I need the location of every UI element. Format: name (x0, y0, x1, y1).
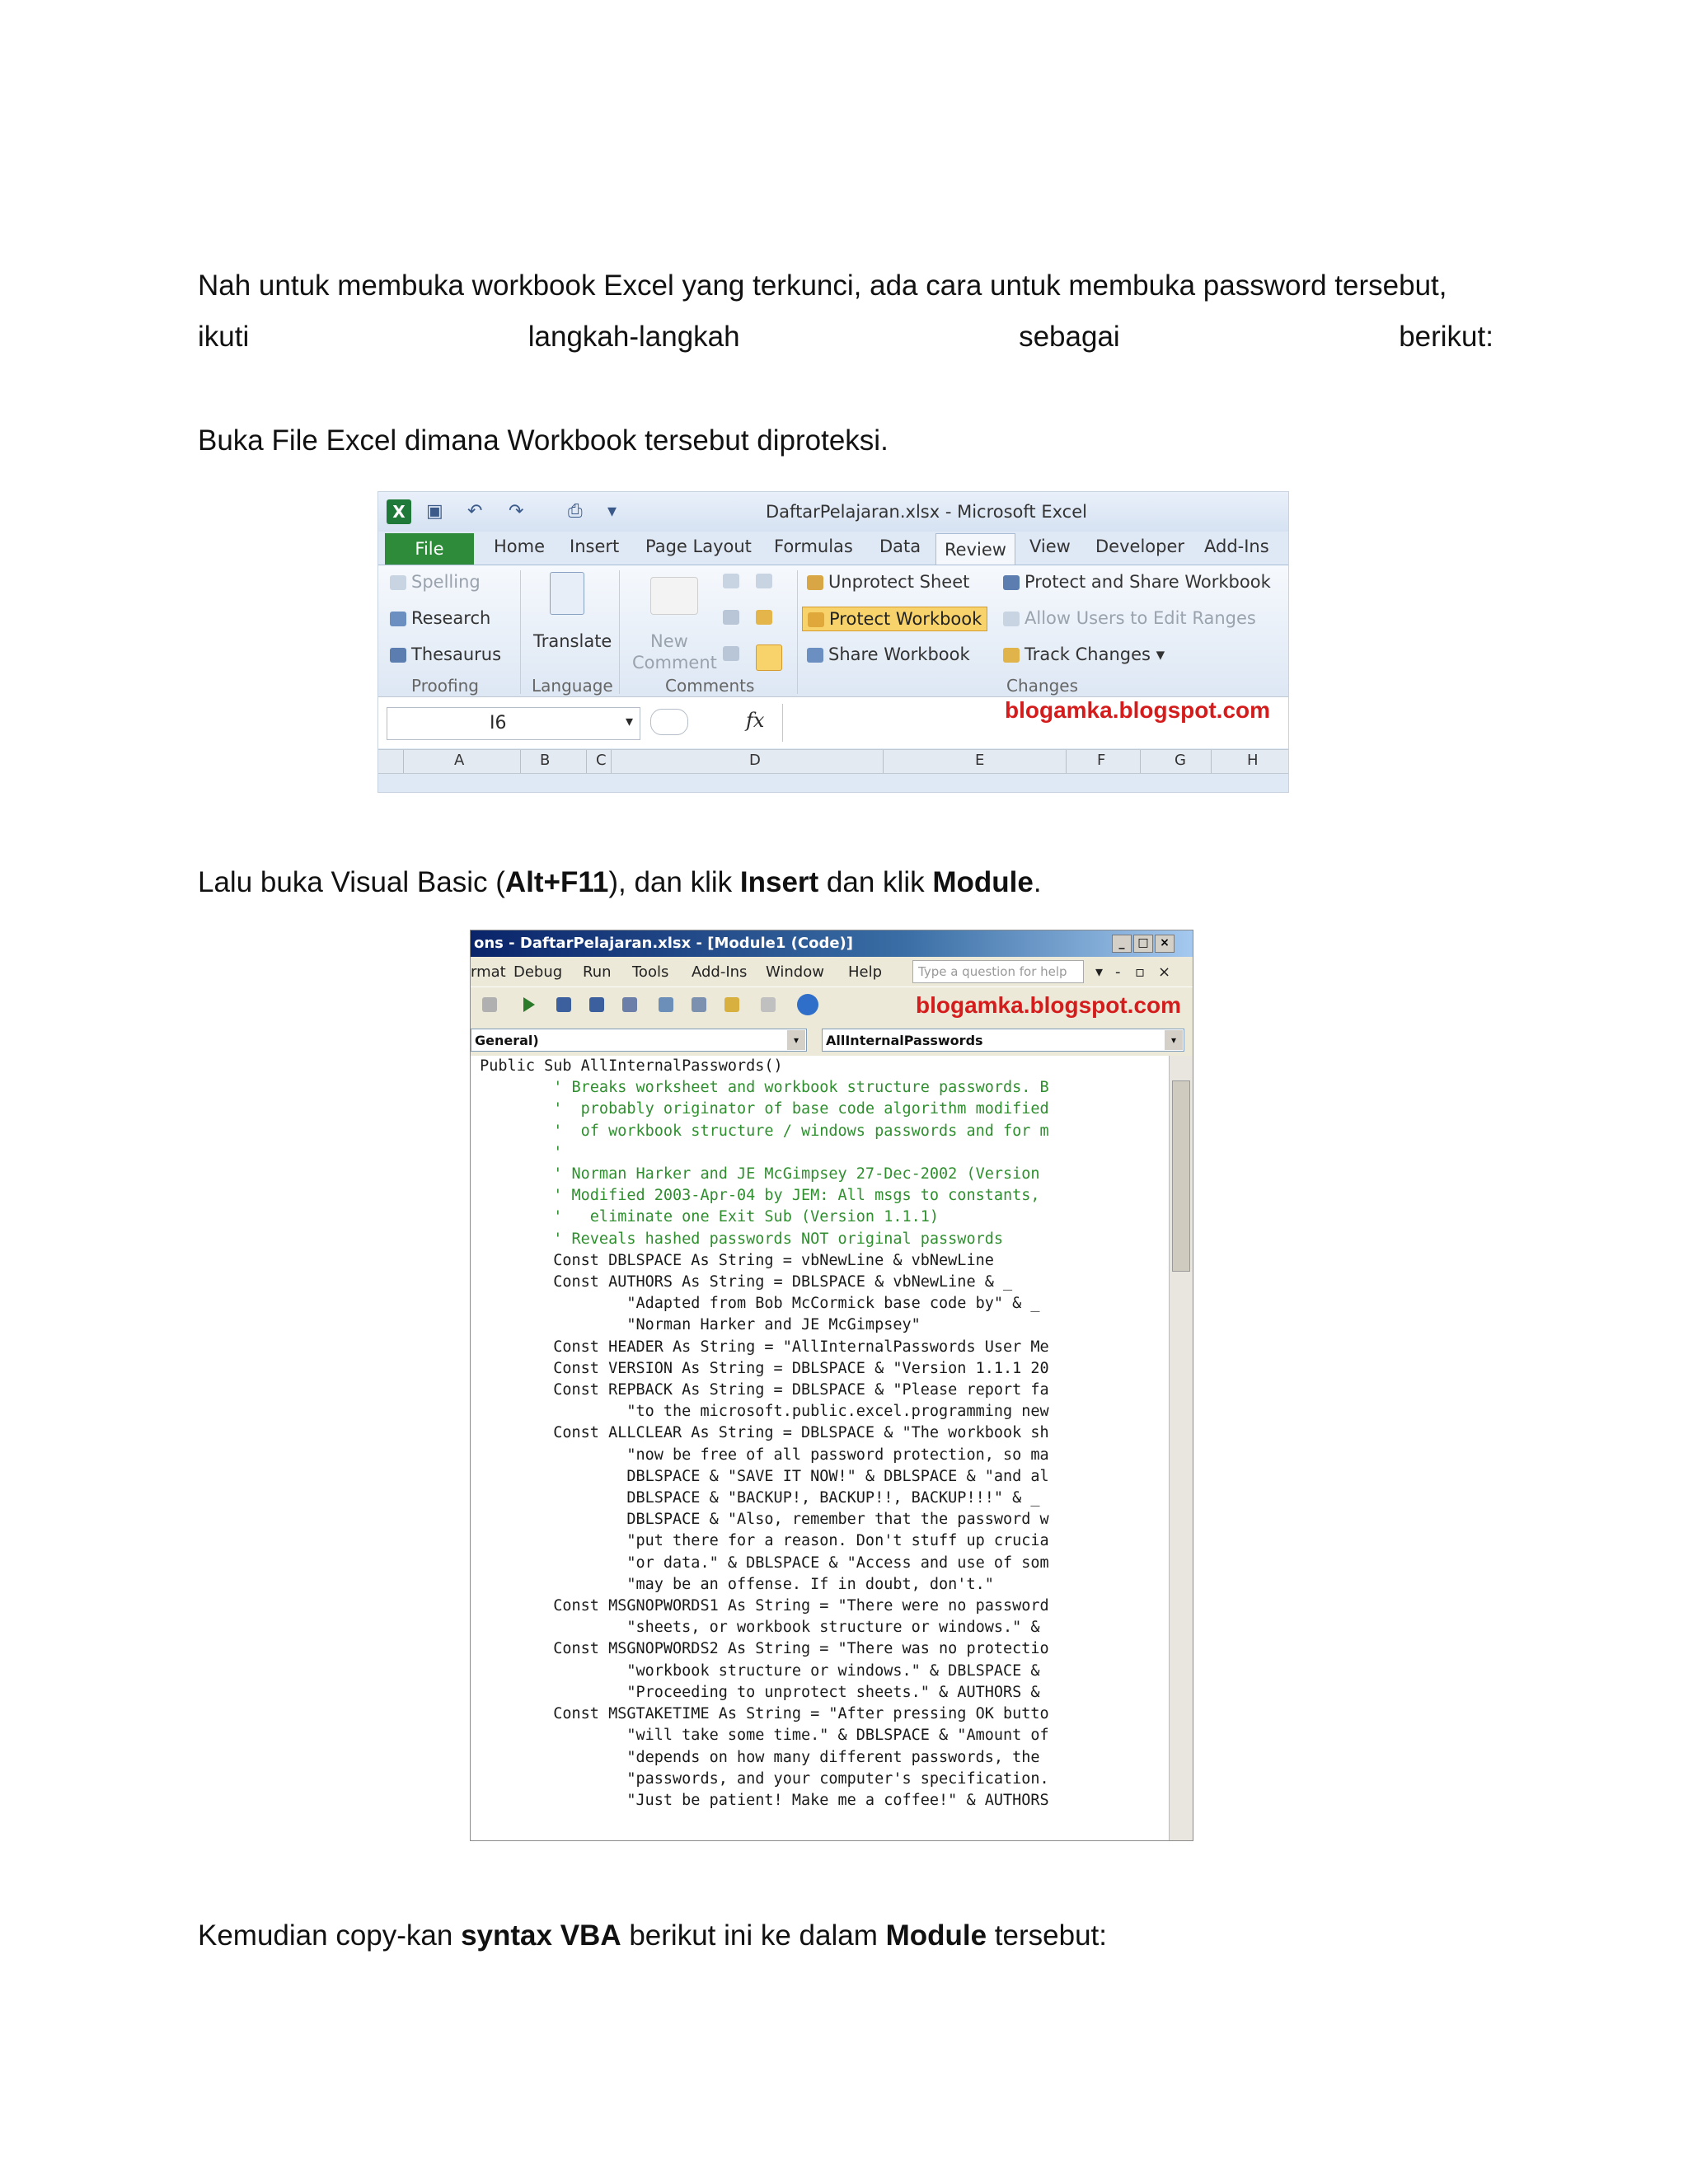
code-line: "workbook structure or windows." & DBLSPACE & (471, 1661, 1040, 1680)
help-icon[interactable] (797, 994, 818, 1015)
code-line: "or data." & DBLSPACE & "Access and use of som (471, 1554, 1049, 1572)
code-line: "Proceeding to unprotect sheets." & AUTHORS & (471, 1683, 1040, 1701)
code-line: "passwords, and your computer's specification. (471, 1769, 1049, 1788)
research-icon (390, 612, 406, 626)
module-text: Module (932, 866, 1034, 898)
tab-developer[interactable]: Developer (1095, 537, 1185, 556)
chevron-down-icon: ▾ (1165, 1030, 1183, 1050)
allow-users-icon (1003, 612, 1020, 626)
code-line: DBLSPACE & "BACKUP!, BACKUP!!, BACKUP!!!" & _ (471, 1489, 1040, 1507)
intro-paragraph (198, 260, 1493, 363)
customize-qat-icon[interactable]: ▾ (607, 501, 617, 522)
undo-icon[interactable]: ↶ (467, 501, 483, 522)
design-mode-icon[interactable] (622, 997, 637, 1012)
code-line: Const AUTHORS As String = DBLSPACE & vbNewLine & _ (471, 1273, 1013, 1291)
column-header[interactable]: E (975, 752, 985, 769)
code-line: Const MSGNOPWORDS2 As String = "There was no protectio (471, 1640, 1049, 1658)
code-line: Const REPBACK As String = DBLSPACE & "Please report fa (471, 1381, 1049, 1399)
group-changes: Changes (1006, 676, 1078, 696)
scrollbar-thumb[interactable] (1172, 1080, 1190, 1272)
syntax-vba-text: syntax VBA (461, 1919, 621, 1952)
procedure-dropdown[interactable]: AllInternalPasswords ▾ (822, 1029, 1184, 1052)
vba-window-title: ons - DaftarPelajaran.xlsx - [Module1 (Code)] (474, 935, 853, 952)
tab-home[interactable]: Home (494, 537, 546, 556)
next-comment-icon[interactable] (723, 646, 739, 661)
menu-run[interactable]: Run (583, 963, 612, 981)
code-line: "sheets, or workbook structure or windows." & (471, 1619, 1040, 1637)
object-dropdown[interactable]: General) ▾ (471, 1029, 807, 1052)
show-ink-icon[interactable] (756, 644, 782, 671)
menu-debug[interactable]: Debug (513, 963, 563, 981)
edit-comment-icon[interactable] (723, 574, 739, 588)
insert-text: Insert (739, 866, 819, 898)
code-line: ' Reveals hashed passwords NOT original passwords (471, 1230, 1004, 1248)
code-line: "Adapted from Bob McCormick base code by" & _ (471, 1295, 1040, 1313)
code-line: Const DBLSPACE As String = vbNewLine & vbNewLine (471, 1251, 994, 1269)
properties-icon[interactable] (692, 997, 706, 1012)
minimize-icon[interactable]: - (1115, 963, 1121, 981)
print-preview-icon[interactable]: ⎙ (568, 501, 583, 522)
vba-editor-screenshot (470, 930, 1193, 1841)
step-open-vba: Lalu buka Visual Basic (Alt+F11), dan klik Insert dan klik Module. (198, 866, 1042, 898)
column-header[interactable]: A (454, 752, 465, 769)
code-line: ' Norman Harker and JE McGimpsey 27-Dec-2002 (Version (471, 1165, 1040, 1183)
break-icon[interactable] (556, 997, 571, 1012)
research-button[interactable]: Research (390, 608, 490, 628)
column-header[interactable]: G (1175, 752, 1186, 769)
code-line: ' Modified 2003-Apr-04 by JEM: All msgs to constants, (471, 1187, 1040, 1205)
delete-comment-icon[interactable] (756, 574, 772, 588)
code-line: Public Sub AllInternalPasswords() (471, 1057, 783, 1075)
formula-bar (378, 696, 1288, 748)
protect-share-icon (1003, 575, 1020, 590)
code-line: ' of workbook structure / windows passwords and for m (471, 1122, 1049, 1140)
code-line: "put there for a reason. Don't stuff up crucia (471, 1532, 1049, 1550)
step-open-file: Buka File Excel dimana Workbook tersebut diproteksi. (198, 424, 889, 457)
excel-title-bar (378, 492, 1288, 532)
vertical-scrollbar[interactable] (1169, 1056, 1193, 1840)
code-line: "depends on how many different passwords, the (471, 1748, 1040, 1766)
code-line: "Norman Harker and JE McGimpsey" (471, 1316, 921, 1334)
allow-users-edit-ranges-button[interactable]: Allow Users to Edit Ranges (1003, 608, 1256, 628)
redo-icon[interactable] (482, 997, 497, 1012)
minimize-button[interactable]: _ (1112, 935, 1132, 953)
tab-add-ins[interactable]: Add-Ins (1204, 537, 1269, 556)
tab-page-layout[interactable]: Page Layout (645, 537, 752, 556)
review-ribbon (378, 565, 1288, 697)
group-comments: Comments (665, 676, 755, 696)
code-line: ' Breaks worksheet and workbook structure passwords. B (471, 1079, 1049, 1097)
chevron-down-icon[interactable]: ▾ (1095, 963, 1104, 981)
column-header[interactable]: C (596, 752, 607, 769)
name-box-value: I6 (490, 713, 507, 733)
column-header[interactable]: F (1097, 752, 1106, 769)
tab-view[interactable]: View (1029, 537, 1071, 556)
save-icon[interactable]: ▣ (426, 501, 443, 522)
code-window[interactable] (471, 1056, 1168, 1840)
thesaurus-button[interactable]: Thesaurus (390, 644, 501, 664)
ribbon-tabs (378, 532, 1288, 565)
code-line: DBLSPACE & "Also, remember that the password w (471, 1511, 1049, 1529)
intro-line-1: Nah untuk membuka workbook Excel yang terkunci, ada cara untuk membuka password tersebut, (198, 269, 1447, 302)
code-line: ' eliminate one Exit Sub (Version 1.1.1) (471, 1208, 940, 1226)
project-explorer-icon[interactable] (659, 997, 673, 1012)
spelling-icon (390, 575, 406, 590)
intro-line-2 (198, 312, 1493, 363)
menu-tools[interactable]: Tools (632, 963, 669, 981)
code-line: Const MSGNOPWORDS1 As String = "There were no password (471, 1597, 1049, 1615)
code-line: "may be an offense. If in doubt, don't." (471, 1575, 994, 1593)
chevron-down-icon: ▾ (787, 1030, 805, 1050)
share-icon (807, 648, 823, 663)
reset-icon[interactable] (589, 997, 604, 1012)
previous-comment-icon[interactable] (723, 610, 739, 625)
module-text: Module (885, 1919, 987, 1952)
menu-add-ins[interactable]: Add-Ins (692, 963, 748, 981)
column-headers (378, 749, 1288, 774)
excel-ribbon-screenshot (377, 491, 1289, 793)
object-browser-icon[interactable] (724, 997, 739, 1012)
restore-icon[interactable]: ▫ (1135, 963, 1146, 981)
tab-formulas[interactable]: Formulas (774, 537, 853, 556)
close-button[interactable]: × (1155, 935, 1175, 953)
intro-word: berikut: (1399, 321, 1493, 353)
code-line: Const HEADER As String = "AllInternalPasswords User Me (471, 1338, 1049, 1356)
column-header[interactable]: D (749, 752, 761, 769)
code-line: DBLSPACE & "SAVE IT NOW!" & DBLSPACE & "and al (471, 1467, 1049, 1485)
translate-button[interactable]: Translate (533, 631, 612, 651)
restore-button[interactable]: □ (1133, 935, 1153, 953)
share-workbook-button[interactable]: Share Workbook (807, 644, 970, 664)
chevron-down-icon[interactable]: ▾ (625, 713, 633, 730)
new-comment-label-1[interactable]: New (650, 631, 688, 651)
intro-word: langkah-langkah (528, 321, 740, 353)
column-header[interactable]: H (1247, 752, 1259, 769)
group-proofing: Proofing (411, 676, 479, 696)
lock-icon (808, 612, 824, 627)
vba-menu-bar (471, 957, 1193, 987)
intro-word: ikuti (198, 321, 250, 353)
menu-help[interactable]: Help (848, 963, 883, 981)
menu-format[interactable]: rmat (471, 963, 506, 981)
window-title: DaftarPelajaran.xlsx - Microsoft Excel (766, 502, 1087, 522)
code-line: "to the microsoft.public.excel.programming new (471, 1403, 1049, 1421)
protect-share-workbook-button[interactable]: Protect and Share Workbook (1003, 572, 1271, 592)
step-copy-syntax: Kemudian copy-kan syntax VBA berikut ini ke dalam Module tersebut: (198, 1919, 1107, 1952)
chevron-down-icon: ▾ (1156, 644, 1165, 664)
close-icon[interactable]: × (1158, 963, 1171, 981)
unlock-icon (807, 575, 823, 590)
show-comment-icon[interactable] (756, 610, 772, 625)
code-line: Const VERSION As String = DBLSPACE & "Version 1.1.1 20 (471, 1359, 1049, 1377)
code-line: "now be free of all password protection, so ma (471, 1446, 1049, 1464)
unprotect-sheet-button[interactable]: Unprotect Sheet (807, 572, 969, 592)
toolbox-icon[interactable] (761, 997, 776, 1012)
run-icon[interactable] (523, 997, 535, 1012)
name-box[interactable] (387, 707, 640, 740)
code-line: Const ALLCLEAR As String = DBLSPACE & "The workbook sh (471, 1424, 1049, 1442)
intro-word: sebagai (1019, 321, 1120, 353)
code-line: Const MSGTAKETIME As String = "After pressing OK butto (471, 1705, 1049, 1723)
track-changes-button[interactable]: Track Changes ▾ (1003, 644, 1165, 664)
menu-window[interactable]: Window (766, 963, 824, 981)
vba-combos (471, 1023, 1193, 1056)
translate-icon (550, 572, 584, 615)
new-comment-icon (650, 577, 698, 615)
tab-review[interactable]: Review (935, 533, 1015, 565)
code-line: ' probably originator of base code algorithm modified (471, 1100, 1049, 1118)
vba-title-bar (471, 930, 1193, 957)
code-line: "Just be patient! Make me a coffee!" & AUTHORS (471, 1791, 1049, 1809)
column-header[interactable]: B (540, 752, 551, 769)
watermark: blogamka.blogspot.com (1005, 697, 1271, 723)
protect-workbook-button[interactable]: Protect Workbook (802, 607, 987, 631)
excel-logo-icon: X (387, 499, 411, 524)
help-search-input[interactable]: Type a question for help (912, 960, 1084, 983)
redo-icon[interactable]: ↷ (509, 501, 524, 522)
spelling-button[interactable]: Spelling (390, 572, 481, 592)
tab-insert[interactable]: Insert (570, 537, 620, 556)
tab-file[interactable]: File (385, 533, 474, 565)
group-language: Language (532, 676, 613, 696)
new-comment-label-2[interactable]: Comment (632, 653, 717, 673)
watermark: blogamka.blogspot.com (916, 992, 1182, 1018)
fx-icon[interactable]: fx (746, 709, 765, 732)
vba-toolbar (471, 987, 1193, 1024)
formula-expand-icon[interactable] (650, 709, 688, 735)
tab-data[interactable]: Data (879, 537, 921, 556)
code-line: ' (471, 1143, 563, 1161)
thesaurus-icon (390, 648, 406, 663)
track-changes-icon (1003, 648, 1020, 663)
code-line: "will take some time." & DBLSPACE & "Amount of (471, 1727, 1049, 1745)
shortcut-text: Alt+F11 (504, 866, 609, 898)
